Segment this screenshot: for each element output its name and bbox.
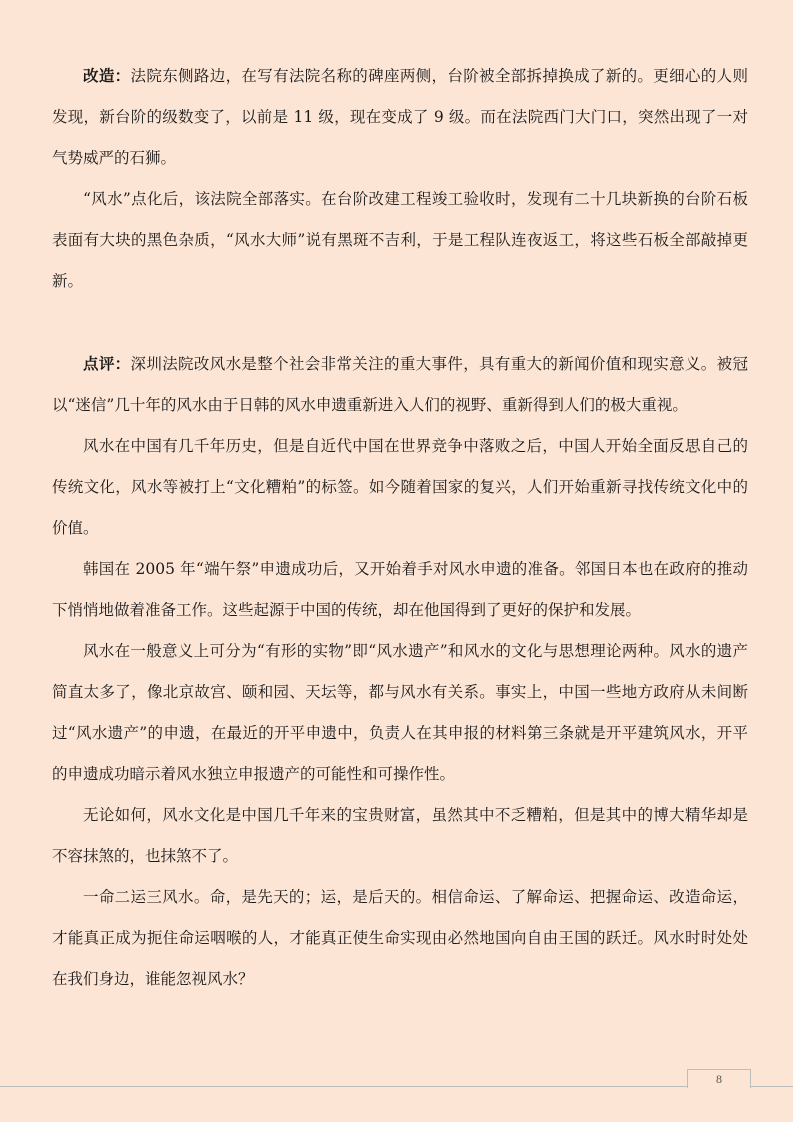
page-body bbox=[52, 55, 748, 1000]
footer-divider bbox=[0, 1086, 793, 1087]
paragraph-text: “风水”点化后，该法院全部落实。在台阶改建工程竣工验收时，发现有二十几块新换的台阶石板表面有大块的黑色杂质，“风水大师”说有黑斑不吉利，于是工程队连夜返工，将这些石板全部敲掉更新。 bbox=[52, 190, 748, 290]
paragraph-fate bbox=[52, 877, 748, 1000]
paragraph-lead-label: 改造： bbox=[83, 66, 131, 85]
page-number: 8 bbox=[687, 1069, 751, 1088]
paragraph-commentary bbox=[52, 343, 748, 426]
paragraph-text: 韩国在 2005 年“端午祭”申遗成功后，又开始着手对风水申遗的准备。邻国日本也在政府的推动下悄悄地做着准备工作。这些起源于中国的传统，却在他国得到了更好的保护和发展。 bbox=[52, 560, 748, 619]
paragraph-text: 深圳法院改风水是整个社会非常关注的重大事件，具有重大的新闻价值和现实意义。被冠以“迷信”几十年的风水由于日韩的风水申遗重新进入人们的视野、重新得到人们的极大重视。 bbox=[52, 355, 748, 414]
paragraph-korea-japan bbox=[52, 549, 748, 631]
paragraph-fengshui-implementation bbox=[52, 179, 748, 302]
paragraph-text: 风水在中国有几千年历史，但是自近代中国在世界竞争中落败之后，中国人开始全面反思自己的传统文化，风水等被打上“文化糟粕”的标签。如今随着国家的复兴，人们开始重新寻找传统文化中的价值。 bbox=[52, 437, 748, 537]
section-spacer bbox=[52, 302, 748, 343]
paragraph-text: 无论如何，风水文化是中国几千年来的宝贵财富，虽然其中不乏糟粕，但是其中的博大精华却是不容抹煞的，也抹煞不了。 bbox=[52, 806, 748, 865]
paragraph-treasure bbox=[52, 795, 748, 877]
paragraph-heritage bbox=[52, 631, 748, 795]
paragraph-history bbox=[52, 426, 748, 549]
paragraph-text: 法院东侧路边，在写有法院名称的碑座两侧，台阶被全部拆掉换成了新的。更细心的人则发现，新台阶的级数变了，以前是 11 级，现在变成了 9 级。而在法院西门大门口，突然出现了一对气势威严的石狮。 bbox=[52, 67, 748, 167]
paragraph-text: 一命二运三风水。命，是先天的；运，是后天的。相信命运、了解命运、把握命运、改造命运，才能真正成为扼住命运咽喉的人，才能真正使生命实现由必然地国向自由王国的跃迁。风水时时处处在我们身边，谁能忽视风水？ bbox=[52, 888, 748, 988]
paragraph-text: 风水在一般意义上可分为“有形的实物”即“风水遗产”和风水的文化与思想理论两种。风水的遗产简直太多了，像北京故宫、颐和园、天坛等，都与风水有关系。事实上，中国一些地方政府从未间断过“风水遗产”的申遗，在最近的开平申遗中，负责人在其申报的材料第三条就是开平建筑风水，开平的申遗成功暗示着风水独立申报遗产的可能性和可操作性。 bbox=[52, 642, 748, 783]
paragraph-renovation bbox=[52, 55, 748, 179]
paragraph-lead-label: 点评： bbox=[83, 354, 131, 373]
